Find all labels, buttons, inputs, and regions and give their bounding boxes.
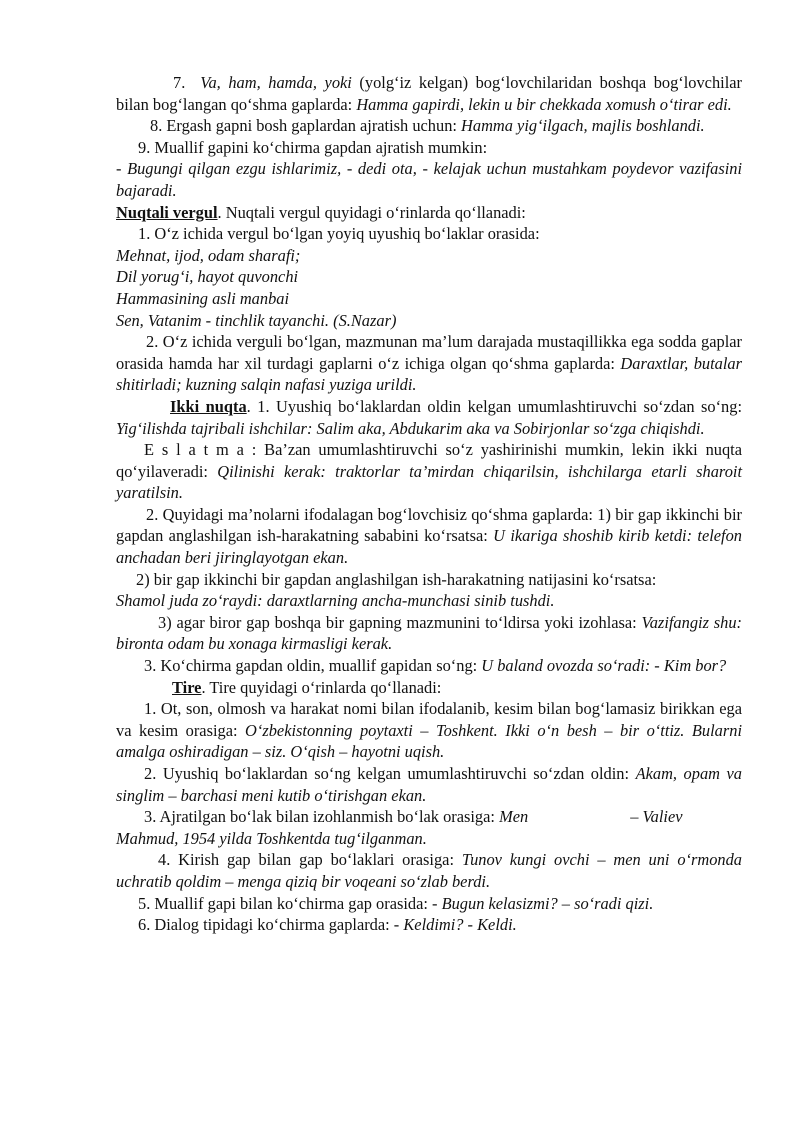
note-text: E s l a t m a : Ba’zan umumlashtiruvchi so‘z yashirinishi mumkin, lekin ikki nuqta qo‘yilaveradi: [116,440,742,481]
section-intro: . Nuqtali vergul quyidagi o‘rinlarda qo‘llanadi: [217,202,526,222]
section-heading: Nuqtali vergul [116,202,218,222]
paragraph-9-example: - Bugungi qilgan ezgu ishlarimiz, - dedi ota, - kelajak uchun mustahkam poydevor vazifasini bajaradi. [116,159,742,200]
ikki-sub-3 [116,612,742,655]
paragraph-text: 2. O‘z ichida verguli bo‘lgan, mazmunan ma’lum darajada mustaqillikka ega sodda gaplar orasida hamda har xil turdagi gaplarni o‘z ichiga olgan qo‘shma gaplarda: [116,332,742,373]
section-intro: . 1. Uyushiq bo‘laklardan oldin kelgan umumlashtiruvchi so‘zdan so‘ng: [246,396,743,416]
poem-line: Hammasining asli manbai [116,288,290,308]
example-text: Keldimi? - Keldi. [403,915,517,935]
example-text: Vazifangiz shu: bironta odam bu xonaga kirmasligi kerak. [116,612,742,654]
example-text: - Bugun kelasizmi? – so‘radi qizi. [432,893,654,913]
example-text: Daraxtlar, butalar shitirladi; kuzning salqin nafasi yuziga urildi. [116,353,742,395]
section-nuqtali-vergul [116,202,742,224]
paragraph-text: (yolg‘iz kelgan) bog‘lovchilaridan boshqa bog‘lovchilar bilan bog‘langan qo‘shma gaplarda: [116,73,742,114]
poem-line: Mehnat, ijod, odam sharafi; [116,245,301,265]
section-heading: Ikki nuqta [170,396,247,416]
ikki-item-2 [116,504,742,569]
paragraph-7 [116,72,742,115]
example-text: Yig‘ilishda tajribali ishchilar: Salim aka, Abdukarim aka va Sobirjonlar so‘zga chiqishdi. [116,418,705,438]
paragraph-text: 4. Kirish gap bilan gap bo‘laklari orasiga: [158,850,462,870]
section-ikki-nuqta [116,396,742,439]
example-text: Qilinishi kerak: traktorlar ta’mirdan chiqarilsin, ishchilarga etarli sharoit yaratilsin. [116,461,743,503]
example-text: Tunov kungi ovchi – men uni o‘rmonda uchratib qoldim – menga qiziq bir voqeani so‘zlab berdi. [116,850,742,891]
paragraph-text: 2. Quyidagi ma’nolarni ifodalagan bog‘lovchisiz qo‘shma gaplarda: 1) bir gap ikkinchi bir gapdan anglashilgan ish-harakatning sababini ko‘rsatsa: [116,504,742,546]
ikki-sub-2-example: Shamol juda zo‘raydi: daraxtlarning ancha-munchasi sinib tushdi. [116,591,555,611]
tire-item-5 [116,893,742,915]
poem-line: Dil yorug‘i, hayot quvonchi [116,267,299,287]
tire-item-1 [116,698,742,763]
example-text: Men [499,807,529,827]
example-text: Akam, opam va singlim – barchasi meni kutib o‘tirishgan ekan. [116,764,742,805]
tire-item-3-example: Mahmud, 1954 yilda Toshkentda tug‘ilganman. [116,828,427,848]
ikki-item-3 [116,655,742,677]
example-text: U ikariga shoshib kirib ketdi: telefon anchadan beri jiringlayotgan ekan. [116,526,742,568]
eslatma-note [116,439,742,504]
example-text: Hamma gapirdi, lekin u bir chekkada xomush o‘tirar edi. [356,94,732,114]
tire-item-6 [116,914,742,936]
section-heading: Tire [172,677,202,697]
paragraph-text: 3) agar biror gap boshqa bir gapning mazmunini to‘ldirsa yoki izohlasa: [158,612,642,632]
poem-line: Sen, Vatanim - tinchlik tayanchi. (S.Nazar) [116,310,397,330]
item-number: 7. [173,73,186,92]
ikki-sub-2: 2) bir gap ikkinchi bir gapdan anglashilgan ish-harakatning natijasini ko‘rsatsa: [136,569,657,589]
paragraph-text: 3. Ajratilgan bo‘lak bilan izohlanmish bo‘lak orasiga: [144,807,500,827]
section-tire [116,677,742,699]
document-body [116,72,742,936]
conjunction-list: Va, ham, hamda, yoki [200,73,352,92]
nuqtali-item-2 [116,331,742,396]
paragraph-text: 1. Ot, son, olmosh va harakat nomi bilan ifodalanib, kesim bilan bog‘lamasiz birikkan ega va kesim orasiga: [116,699,742,740]
paragraph-8 [116,115,742,137]
example-text: O‘zbekistonning poytaxti – Toshkent. Ikki o‘n besh – bir o‘ttiz. Bularni amalga oshiradigan – siz. O‘qish – hayotni uqish. [116,720,742,762]
paragraph-text: 9. Muallif gapini ko‘chirma gapdan ajratish mumkin: [138,137,488,157]
example-text: – Valiev [630,807,683,827]
tire-item-2 [116,763,742,806]
tire-item-3 [116,806,742,828]
paragraph-text: 5. Muallif gapi bilan ko‘chirma gap orasida: [138,893,433,913]
section-intro: . Tire quyidagi o‘rinlarda qo‘llanadi: [201,677,442,697]
tire-item-4 [116,849,742,892]
paragraph-text: 8. Ergash gapni bosh gaplardan ajratish uchun: [150,116,462,136]
example-text: Hamma yig‘ilgach, majlis boshlandi. [461,116,705,136]
paragraph-9 [116,137,742,159]
example-text: U baland ovozda so‘radi: - Kim bor? [481,656,727,676]
nuqtali-item-1: 1. O‘z ichida vergul bo‘lgan yoyiq uyushiq bo‘laklar orasida: [138,224,540,244]
paragraph-text: 3. Ko‘chirma gapdan oldin, muallif gapidan so‘ng: [144,656,482,676]
paragraph-text: 6. Dialog tipidagi ko‘chirma gaplarda: - [138,915,404,935]
paragraph-text: 2. Uyushiq bo‘laklardan so‘ng kelgan umumlashtiruvchi so‘zdan oldin: [144,764,636,783]
